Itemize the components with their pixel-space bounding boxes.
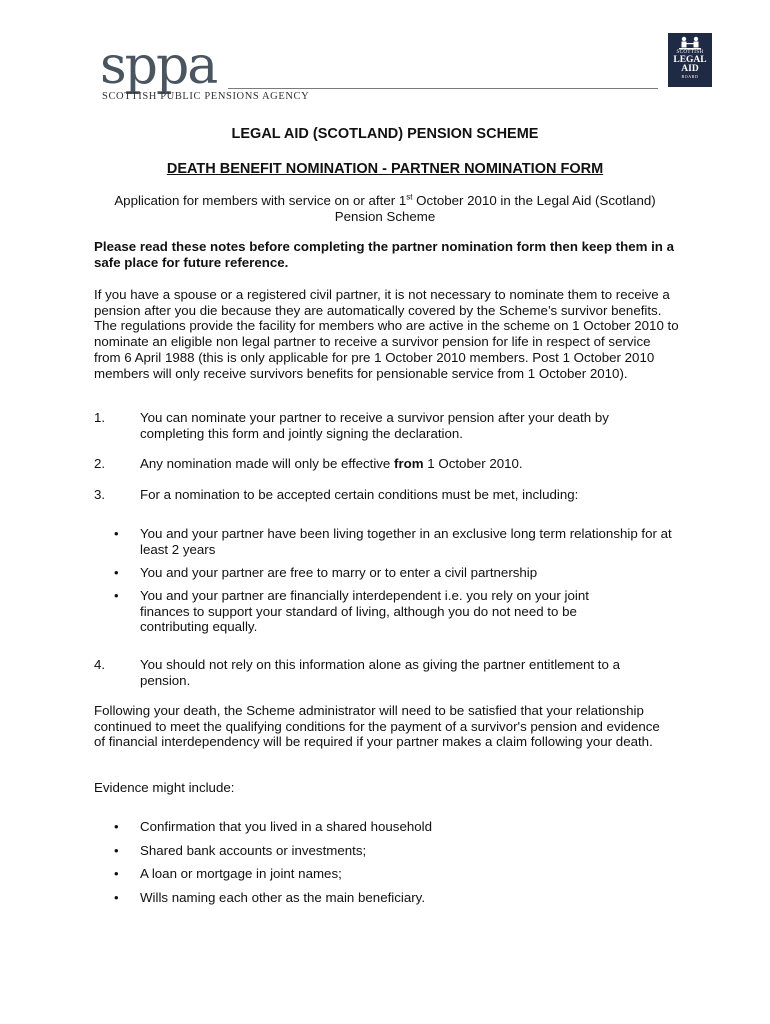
evidence-item: Confirmation that you lived in a shared household (140, 819, 432, 834)
sppa-logo (100, 36, 660, 106)
intro-line2: Pension Scheme (334, 209, 436, 224)
bullet-icon: • (114, 819, 119, 834)
item-2-text (140, 456, 680, 472)
badge-line2: AID (681, 64, 699, 74)
item-3-number: 3. (94, 487, 106, 502)
legal-aid-board-logo (668, 33, 712, 87)
intro-text (94, 193, 676, 225)
form-title: DEATH BENEFIT NOMINATION - PARTNER NOMINATION FORM (166, 161, 604, 177)
item-1-text: You can nominate your partner to receive a survivor pension after your death by completing this form and jointly signing the declaration. (140, 410, 609, 441)
evidence-item: A loan or mortgage in joint names; (140, 866, 342, 881)
bullet-icon: • (114, 890, 119, 905)
badge-line1: LEGAL (673, 55, 707, 65)
item-1-number: 1. (94, 410, 106, 425)
item-3-text: For a nomination to be accepted certain conditions must be met, including: (140, 487, 579, 502)
evidence-item: Shared bank accounts or investments; (140, 843, 367, 858)
condition-item: You and your partner have been living together in an exclusive long term relationship for at least 2 years (140, 526, 672, 557)
badge-top-text: SCOTTISH (676, 50, 704, 55)
paragraph-following-death: Following your death, the Scheme administrator will need to be satisfied that your relationship continued to meet the qualifying conditions for the payment of a survivor's pension and evidence of financial interdependency will be required if your partner makes a claim following your death. (94, 703, 660, 750)
condition-item: You and your partner are financially interdependent i.e. you rely on your joint finances to support your standard of living, although you do not need to be contributing equally. (140, 588, 589, 635)
evidence-heading: Evidence might include: (94, 780, 235, 795)
item-2-after: 1 October 2010. (423, 456, 523, 471)
sppa-logo-word: sppa (100, 36, 217, 96)
document-title: LEGAL AID (SCOTLAND) PENSION SCHEME (231, 126, 539, 142)
condition-item: You and your partner are free to marry or to enter a civil partnership (140, 565, 538, 580)
bullet-icon: • (114, 866, 119, 881)
sppa-logo-tagline: SCOTTISH PUBLIC PENSIONS AGENCY (102, 91, 310, 102)
item-2-before: Any nomination made will only be effective (140, 456, 395, 471)
notice-paragraph: Please read these notes before completing the partner nomination form then keep them in a safe place for future reference. (94, 239, 675, 270)
bullet-icon: • (114, 526, 119, 541)
intro-after: October 2010 in the Legal Aid (Scotland) (412, 193, 656, 208)
people-emblem-icon (678, 36, 702, 50)
intro-before: Application for members with service on or after 1 (114, 193, 407, 208)
badge-bottom-text: BOARD (681, 74, 699, 79)
paragraph-spouse: If you have a spouse or a registered civil partner, it is not necessary to nominate them to receive a pension after you die because they are automatically covered by the Scheme’s survivor benefits. The regulations provide the facility for members who are active in the scheme on 1 October 2010 to nominate an eligible non legal partner to receive a survivor pension for life in respect of service from 6 April 1988 (this is only applicable for pre 1 October 2010 members. Post 1 October 2010 members will only receive survivors benefits for pensionable service from 1 October 2010). (94, 287, 679, 381)
bullet-icon: • (114, 565, 119, 580)
item-2-number: 2. (94, 456, 106, 471)
bullet-icon: • (114, 843, 119, 858)
evidence-item: Wills naming each other as the main beneficiary. (140, 890, 426, 905)
logo-rule (228, 88, 658, 89)
item-2-bold: from (394, 456, 424, 471)
bullet-icon: • (114, 588, 119, 603)
intro-sup: st (406, 192, 413, 202)
item-4-text: You should not rely on this information alone as giving the partner entitlement to a pension. (140, 657, 620, 688)
item-4-number: 4. (94, 657, 106, 672)
